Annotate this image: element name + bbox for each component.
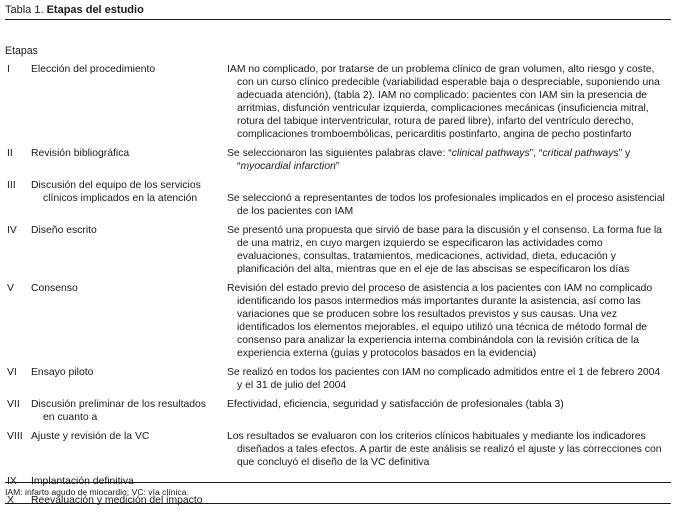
table-row — [5, 63, 671, 141]
caption-label: Tabla 1. — [5, 4, 44, 16]
row-number: IX — [7, 476, 17, 487]
row-stage — [31, 179, 227, 205]
desc-text: ”, “ — [529, 148, 543, 159]
bottom-rule — [5, 482, 671, 483]
row-description — [227, 147, 671, 173]
row-description: Se realizó en todos los pacientes con IAM no complicado admitidos entre el 1 de febrero 2004 y el 31 de julio del 2004 — [227, 367, 661, 391]
desc-text: ” y “ — [237, 148, 631, 172]
keyword: clinical pathways — [451, 148, 530, 159]
row-number: VI — [7, 367, 17, 378]
row-number: VII — [7, 399, 20, 410]
row-stage — [31, 398, 227, 424]
row-stage: Revisión bibliográfica — [31, 148, 130, 159]
stage-line-2: clínicos implicados en la atención — [43, 193, 198, 204]
table-caption — [5, 4, 144, 17]
stage-line-2: en cuanto a — [43, 412, 98, 423]
row-description: Se presentó una propuesta que sirvió de base para la discusión y el consenso. La forma fue la de una matriz, en cuyo margen izquierdo se especificaron las actividades como evaluaciones, consultas, tratamientos, medicaciones, actividad, dieta, educación y planificación del alta, mientras que en el eje de las abscisas se especificaron los días — [227, 225, 662, 275]
row-number: V — [7, 283, 14, 294]
row-description: Los resultados se evaluaron con los criterios clínicos habituales y mediante los indicadores diseñados a tales efectos. A partir de este análisis se realizó el ajuste y las correcciones con que concluyó el diseño de la VC definitiva — [227, 431, 662, 468]
table-row — [5, 179, 671, 218]
row-number: X — [7, 495, 14, 506]
caption-title: Etapas del estudio — [46, 4, 144, 16]
row-stage: Ajuste y revisión de la VC — [31, 431, 150, 442]
keyword: myocardial infarction — [240, 161, 336, 172]
table-row — [5, 282, 671, 360]
row-number: IV — [7, 225, 17, 236]
row-stage: Diseño escrito — [31, 225, 97, 236]
table-row — [5, 366, 671, 392]
row-stage: Ensayo piloto — [31, 367, 94, 378]
keyword: critical pathways — [542, 148, 619, 159]
table-row — [5, 430, 671, 469]
row-description: Se seleccionó a representantes de todos los profesionales implicados en el proceso asistencial de los pacientes con IAM — [227, 193, 665, 217]
row-stage: Reevaluación y medición del impacto — [31, 495, 203, 506]
row-stage: Implantación definitiva — [31, 476, 134, 487]
row-number: II — [7, 148, 13, 159]
row-description: Revisión del estado previo del proceso de asistencia a los pacientes con IAM no complicado identificando los pasos intermedios más importantes durante la asistencia, así como las variaciones que se producen sobre los resultados previstos y sus causas. Una vez identificados los elementos mejorables, el equipo utilizó una técnica de método formal de consenso para analizar la experiencia interna combinándola con la revisión crítica de la experiencia externa (guías y protocolos basados en la evidencia) — [227, 283, 653, 359]
row-number: I — [7, 64, 10, 75]
column-header-etapas: Etapas — [5, 45, 38, 57]
desc-text: ” — [335, 161, 340, 172]
row-description: Efectividad, eficiencia, seguridad y satisfacción de profesionales (tabla 3) — [227, 399, 564, 410]
table-row — [5, 224, 671, 276]
table-row — [5, 147, 671, 173]
table-footnote: IAM: infarto agudo de miocardio; VC: vía clínica. — [5, 487, 189, 497]
footnote-rule — [5, 503, 671, 504]
row-number: VIII — [7, 431, 23, 442]
desc-text: Se seleccionaron las siguientes palabras clave: “ — [227, 148, 452, 159]
table-row — [5, 398, 671, 424]
row-description: IAM no complicado, por tratarse de un problema clínico de gran volumen, alto riesgo y coste, con un curso clínico predecible (variabilidad esperable baja o despreciable, suponiendo una adecuada atención), (tabla 2). IAM no complicado: pacientes con IAM sin la presencia de arritmias, disfunción ventricular izquierda, complicaciones mecánicas (insuficiencia mitral, rotura del tabique interventricular, rotura de pared libre), infarto del ventrículo derecho, complicaciones tromboembólicas, pericarditis postinfarto, angina de pecho postinfarto — [227, 64, 660, 140]
stage-line-1: Discusión preliminar de los resultados — [31, 399, 206, 410]
row-number: III — [7, 180, 16, 191]
row-stage: Elección del procedimiento — [31, 64, 156, 75]
top-rule — [5, 19, 671, 20]
stage-line-1: Discusión del equipo de los servicios — [31, 180, 201, 191]
table-body — [5, 63, 671, 513]
row-stage: Consenso — [31, 283, 78, 294]
